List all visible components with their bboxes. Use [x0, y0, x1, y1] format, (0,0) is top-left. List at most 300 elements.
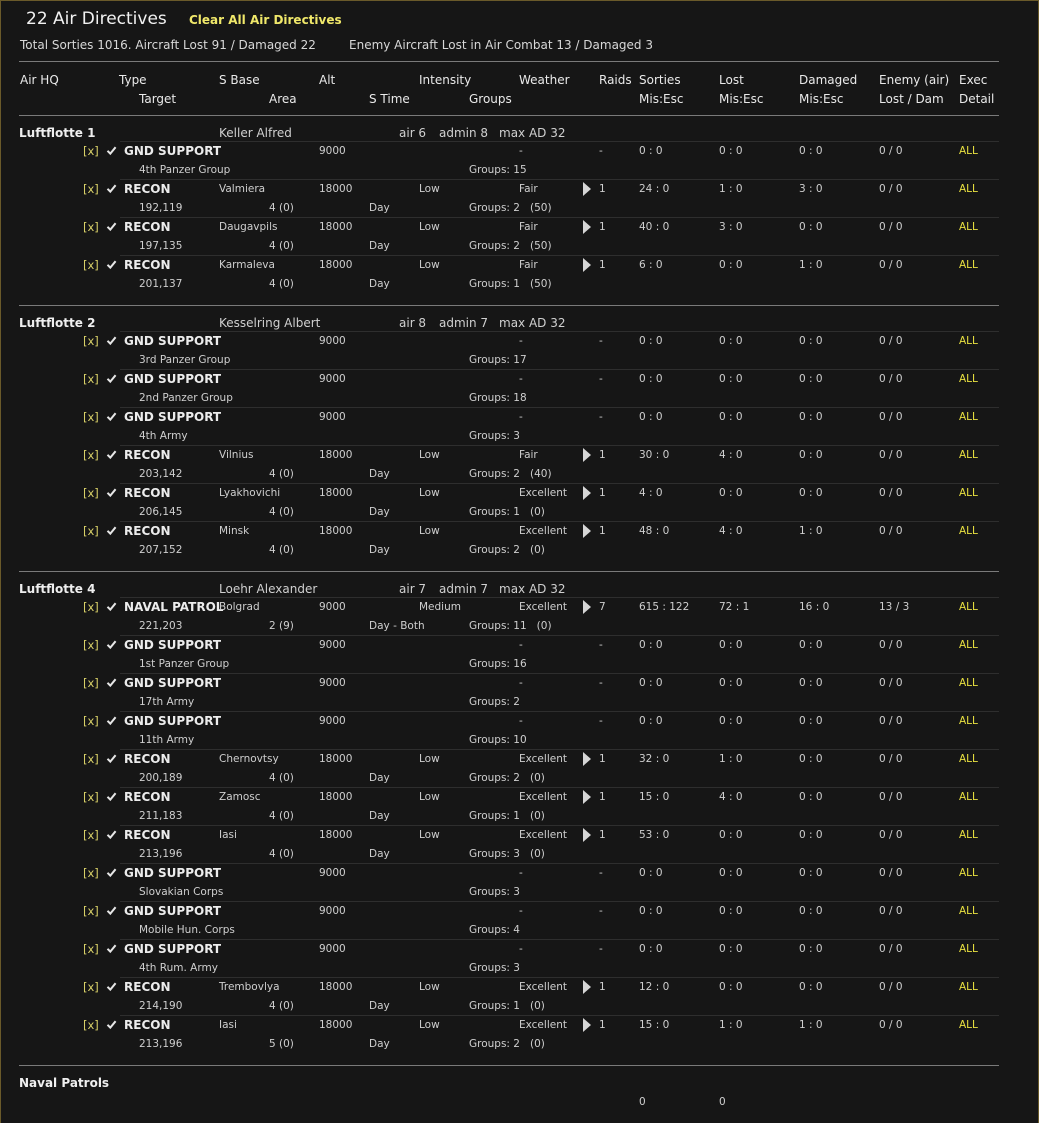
cancel-directive-button[interactable]: [x] — [83, 790, 99, 804]
exec-all-link[interactable]: ALL — [959, 981, 978, 993]
enemy-lost-dam: 0 / 0 — [879, 525, 903, 537]
lost-mis-esc: 4 : 0 — [719, 449, 743, 461]
header-top-rule — [19, 61, 999, 62]
enemy-lost-dam: 0 / 0 — [879, 221, 903, 233]
cancel-directive-button[interactable]: [x] — [83, 220, 99, 234]
raids: 7 — [599, 601, 606, 613]
hq-admin-rating: admin 8 — [439, 126, 489, 140]
weather: Fair — [519, 449, 538, 461]
hq-commander: Kesselring Albert — [219, 316, 321, 330]
execute-play-icon[interactable] — [582, 789, 591, 803]
enabled-checkbox[interactable] — [106, 639, 117, 650]
staging-base: Daugavpils — [219, 221, 278, 233]
area: 5 (0) — [269, 1038, 294, 1050]
area: 4 (0) — [269, 544, 294, 556]
col-header-enemy-air: Enemy (air) — [879, 73, 950, 87]
lost-mis-esc: 0 : 0 — [719, 677, 743, 689]
hq-commander: Keller Alfred — [219, 126, 292, 140]
damaged-mis-esc: 0 : 0 — [799, 943, 823, 955]
raids: - — [599, 639, 603, 651]
col-header-type: Type — [119, 73, 147, 87]
directive-type[interactable]: GND SUPPORT — [124, 638, 222, 652]
target[interactable]: 206,145 — [139, 506, 183, 518]
sorties-mis-esc: 0 : 0 — [639, 411, 663, 423]
col-header-lost-mis-esc: Mis:Esc — [719, 92, 764, 106]
execute-play-icon[interactable] — [582, 827, 591, 841]
groups: Groups: 10 — [469, 734, 527, 746]
target[interactable]: 1st Panzer Group — [139, 658, 230, 670]
directive-type[interactable]: GND SUPPORT — [124, 676, 222, 690]
directive-type[interactable]: RECON — [124, 258, 171, 272]
target[interactable]: 3rd Panzer Group — [139, 354, 231, 366]
hq-max-ad: max AD 32 — [499, 126, 566, 140]
raids: 1 — [599, 753, 606, 765]
staging-base: Iasi — [219, 1019, 237, 1031]
enabled-checkbox[interactable] — [106, 905, 117, 916]
damaged-mis-esc: 0 : 0 — [799, 981, 823, 993]
strike-time: Day — [369, 240, 390, 252]
weather: - — [519, 905, 523, 917]
row-separator — [120, 331, 999, 332]
altitude[interactable]: 9000 — [319, 867, 346, 879]
enabled-checkbox[interactable] — [106, 867, 117, 878]
groups: Groups: 2 (0) — [469, 1038, 545, 1050]
altitude[interactable]: 9000 — [319, 335, 346, 347]
altitude[interactable]: 18000 — [319, 487, 353, 499]
exec-all-link[interactable]: ALL — [959, 867, 978, 879]
sorties-mis-esc: 30 : 0 — [639, 449, 670, 461]
enabled-checkbox[interactable] — [106, 145, 117, 156]
exec-all-link[interactable]: ALL — [959, 411, 978, 423]
target[interactable]: 203,142 — [139, 468, 183, 480]
area: 4 (0) — [269, 848, 294, 860]
air-hq-name[interactable]: Luftflotte 4 — [19, 582, 96, 596]
target[interactable]: 197,135 — [139, 240, 183, 252]
directive-type[interactable]: GND SUPPORT — [124, 714, 222, 728]
raids: - — [599, 373, 603, 385]
intensity[interactable]: Low — [419, 791, 440, 803]
altitude[interactable]: 9000 — [319, 373, 346, 385]
directive-type[interactable]: GND SUPPORT — [124, 904, 222, 918]
intensity[interactable]: Low — [419, 1019, 440, 1031]
raids: - — [599, 335, 603, 347]
col-header-s-time: S Time — [369, 92, 410, 106]
cancel-directive-button[interactable]: [x] — [83, 600, 99, 614]
cancel-directive-button[interactable]: [x] — [83, 638, 99, 652]
exec-all-link[interactable]: ALL — [959, 601, 978, 613]
execute-play-icon[interactable] — [582, 523, 591, 537]
enabled-checkbox[interactable] — [106, 601, 117, 612]
col-header-weather: Weather — [519, 73, 570, 87]
directive-type[interactable]: NAVAL PATROL — [124, 600, 224, 614]
row-separator — [120, 825, 999, 826]
altitude[interactable]: 18000 — [319, 829, 353, 841]
clear-all-directives-button[interactable]: Clear All Air Directives — [189, 13, 342, 27]
target[interactable]: 214,190 — [139, 1000, 183, 1012]
col-header-raids: Raids — [599, 73, 632, 87]
raids: 1 — [599, 221, 606, 233]
hq-air-rating: air 6 — [399, 126, 427, 140]
staging-base: Minsk — [219, 525, 250, 537]
altitude[interactable]: 9000 — [319, 411, 346, 423]
exec-all-link[interactable]: ALL — [959, 943, 978, 955]
damaged-mis-esc: 0 : 0 — [799, 791, 823, 803]
target[interactable]: 4th Army — [139, 430, 188, 442]
window-title: 22 Air Directives — [26, 9, 167, 29]
enabled-checkbox[interactable] — [106, 259, 117, 270]
col-header-groups: Groups — [469, 92, 512, 106]
directive-type[interactable]: GND SUPPORT — [124, 942, 222, 956]
execute-play-icon[interactable] — [582, 257, 591, 271]
area: 4 (0) — [269, 240, 294, 252]
execute-play-icon[interactable] — [582, 979, 591, 993]
target[interactable]: 207,152 — [139, 544, 183, 556]
altitude[interactable]: 9000 — [319, 601, 346, 613]
cancel-directive-button[interactable]: [x] — [83, 866, 99, 880]
staging-base: Lyakhovichi — [219, 487, 281, 499]
raids: - — [599, 943, 603, 955]
execute-play-icon[interactable] — [582, 751, 591, 765]
weather: Excellent — [519, 525, 567, 537]
cancel-directive-button[interactable]: [x] — [83, 372, 99, 386]
sorties-mis-esc: 0 : 0 — [639, 715, 663, 727]
target[interactable]: 17th Army — [139, 696, 195, 708]
row-separator — [120, 521, 999, 522]
row-separator — [120, 901, 999, 902]
damaged-mis-esc: 0 : 0 — [799, 677, 823, 689]
cancel-directive-button[interactable]: [x] — [83, 676, 99, 690]
raids: 1 — [599, 981, 606, 993]
intensity[interactable]: Medium — [419, 601, 461, 613]
directive-type[interactable]: RECON — [124, 486, 171, 500]
hq-max-ad: max AD 32 — [499, 316, 566, 330]
enemy-lost-dam: 0 / 0 — [879, 753, 903, 765]
damaged-mis-esc: 0 : 0 — [799, 753, 823, 765]
weather: - — [519, 411, 523, 423]
strike-time: Day — [369, 1038, 390, 1050]
raids: - — [599, 145, 603, 157]
row-separator — [120, 369, 999, 370]
lost-mis-esc: 1 : 0 — [719, 183, 743, 195]
damaged-mis-esc: 0 : 0 — [799, 373, 823, 385]
exec-all-link[interactable]: ALL — [959, 1019, 978, 1031]
cancel-directive-button[interactable]: [x] — [83, 182, 99, 196]
directive-type[interactable]: RECON — [124, 1018, 171, 1032]
enabled-checkbox[interactable] — [106, 791, 117, 802]
intensity[interactable]: Low — [419, 487, 440, 499]
exec-all-link[interactable]: ALL — [959, 753, 978, 765]
groups: Groups: 17 — [469, 354, 527, 366]
target[interactable]: 213,196 — [139, 1038, 183, 1050]
damaged-mis-esc: 1 : 0 — [799, 259, 823, 271]
exec-all-link[interactable]: ALL — [959, 677, 978, 689]
directive-type[interactable]: RECON — [124, 220, 171, 234]
cancel-directive-button[interactable]: [x] — [83, 486, 99, 500]
damaged-mis-esc: 0 : 0 — [799, 715, 823, 727]
cancel-directive-button[interactable]: [x] — [83, 752, 99, 766]
weather: Excellent — [519, 829, 567, 841]
target[interactable]: 201,137 — [139, 278, 183, 290]
exec-all-link[interactable]: ALL — [959, 183, 978, 195]
altitude[interactable]: 18000 — [319, 449, 353, 461]
execute-play-icon[interactable] — [582, 485, 591, 499]
target[interactable]: 192,119 — [139, 202, 183, 214]
target[interactable]: 4th Rum. Army — [139, 962, 218, 974]
cancel-directive-button[interactable]: [x] — [83, 524, 99, 538]
enemy-lost-dam: 0 / 0 — [879, 905, 903, 917]
exec-all-link[interactable]: ALL — [959, 791, 978, 803]
strike-time: Day — [369, 544, 390, 556]
air-hq-name[interactable]: Luftflotte 2 — [19, 316, 96, 330]
altitude[interactable]: 18000 — [319, 1019, 353, 1031]
groups: Groups: 11 (0) — [469, 620, 552, 632]
strike-time: Day — [369, 278, 390, 290]
directive-type[interactable]: GND SUPPORT — [124, 372, 222, 386]
intensity[interactable]: Low — [419, 221, 440, 233]
cancel-directive-button[interactable]: [x] — [83, 448, 99, 462]
lost-mis-esc: 1 : 0 — [719, 1019, 743, 1031]
groups: Groups: 18 — [469, 392, 527, 404]
sorties-mis-esc: 32 : 0 — [639, 753, 670, 765]
raids: 1 — [599, 449, 606, 461]
intensity[interactable]: Low — [419, 829, 440, 841]
enabled-checkbox[interactable] — [106, 943, 117, 954]
strike-time: Day — [369, 506, 390, 518]
target[interactable]: 200,189 — [139, 772, 183, 784]
cancel-directive-button[interactable]: [x] — [83, 410, 99, 424]
cancel-directive-button[interactable]: [x] — [83, 714, 99, 728]
directive-type[interactable]: RECON — [124, 524, 171, 538]
weather: - — [519, 335, 523, 347]
directive-type[interactable]: GND SUPPORT — [124, 866, 222, 880]
row-separator — [120, 635, 999, 636]
weather: Excellent — [519, 487, 567, 499]
section-divider — [19, 305, 999, 306]
intensity[interactable]: Low — [419, 183, 440, 195]
staging-base: Zamosc — [219, 791, 261, 803]
row-separator — [120, 445, 999, 446]
cancel-directive-button[interactable]: [x] — [83, 980, 99, 994]
groups: Groups: 3 — [469, 430, 520, 442]
groups: Groups: 2 (0) — [469, 544, 545, 556]
directive-type[interactable]: RECON — [124, 448, 171, 462]
enabled-checkbox[interactable] — [106, 981, 117, 992]
enemy-lost-dam: 0 / 0 — [879, 715, 903, 727]
groups: Groups: 2 (40) — [469, 468, 552, 480]
weather: Excellent — [519, 981, 567, 993]
target[interactable]: Mobile Hun. Corps — [139, 924, 235, 936]
intensity[interactable]: Low — [419, 449, 440, 461]
sorties-mis-esc: 0 : 0 — [639, 867, 663, 879]
altitude[interactable]: 9000 — [319, 905, 346, 917]
weather: Excellent — [519, 753, 567, 765]
naval-patrols-title: Naval Patrols — [19, 1076, 110, 1090]
intensity[interactable]: Low — [419, 259, 440, 271]
target[interactable]: 213,196 — [139, 848, 183, 860]
exec-all-link[interactable]: ALL — [959, 373, 978, 385]
target[interactable]: 2nd Panzer Group — [139, 392, 233, 404]
altitude[interactable]: 9000 — [319, 943, 346, 955]
altitude[interactable]: 18000 — [319, 221, 353, 233]
cancel-directive-button[interactable]: [x] — [83, 904, 99, 918]
cancel-directive-button[interactable]: [x] — [83, 258, 99, 272]
enabled-checkbox[interactable] — [106, 677, 117, 688]
damaged-mis-esc: 0 : 0 — [799, 867, 823, 879]
enabled-checkbox[interactable] — [106, 753, 117, 764]
exec-all-link[interactable]: ALL — [959, 487, 978, 499]
altitude[interactable]: 18000 — [319, 981, 353, 993]
raids: - — [599, 715, 603, 727]
altitude[interactable]: 9000 — [319, 639, 346, 651]
target[interactable]: 11th Army — [139, 734, 195, 746]
hq-admin-rating: admin 7 — [439, 316, 489, 330]
exec-all-link[interactable]: ALL — [959, 905, 978, 917]
weather: - — [519, 943, 523, 955]
enemy-lost-dam: 0 / 0 — [879, 411, 903, 423]
directive-type[interactable]: GND SUPPORT — [124, 144, 222, 158]
exec-all-link[interactable]: ALL — [959, 829, 978, 841]
staging-base: Iasi — [219, 829, 237, 841]
enabled-checkbox[interactable] — [106, 373, 117, 384]
enabled-checkbox[interactable] — [106, 525, 117, 536]
target[interactable]: Slovakian Corps — [139, 886, 224, 898]
exec-all-link[interactable]: ALL — [959, 221, 978, 233]
execute-play-icon[interactable] — [582, 1017, 591, 1031]
enabled-checkbox[interactable] — [106, 183, 117, 194]
target[interactable]: 221,203 — [139, 620, 183, 632]
row-separator — [120, 863, 999, 864]
altitude[interactable]: 18000 — [319, 753, 353, 765]
row-separator — [120, 255, 999, 256]
execute-play-icon[interactable] — [582, 219, 591, 233]
directive-type[interactable]: RECON — [124, 980, 171, 994]
altitude[interactable]: 9000 — [319, 145, 346, 157]
col-header-target: Target — [139, 92, 177, 106]
area: 4 (0) — [269, 202, 294, 214]
staging-base: Vilnius — [219, 449, 254, 461]
hq-air-rating: air 7 — [399, 582, 427, 596]
execute-play-icon[interactable] — [582, 447, 591, 461]
cancel-directive-button[interactable]: [x] — [83, 828, 99, 842]
row-separator — [120, 483, 999, 484]
sorties-mis-esc: 0 : 0 — [639, 639, 663, 651]
exec-all-link[interactable]: ALL — [959, 525, 978, 537]
execute-play-icon[interactable] — [582, 181, 591, 195]
lost-mis-esc: 1 : 0 — [719, 753, 743, 765]
groups: Groups: 15 — [469, 164, 527, 176]
exec-all-link[interactable]: ALL — [959, 639, 978, 651]
lost-mis-esc: 0 : 0 — [719, 981, 743, 993]
air-hq-name[interactable]: Luftflotte 1 — [19, 126, 96, 140]
damaged-mis-esc: 0 : 0 — [799, 487, 823, 499]
cancel-directive-button[interactable]: [x] — [83, 144, 99, 158]
enemy-lost-dam: 0 / 0 — [879, 183, 903, 195]
sorties-mis-esc: 0 : 0 — [639, 677, 663, 689]
area: 2 (9) — [269, 620, 294, 632]
enabled-checkbox[interactable] — [106, 449, 117, 460]
exec-all-link[interactable]: ALL — [959, 145, 978, 157]
exec-all-link[interactable]: ALL — [959, 335, 978, 347]
directive-type[interactable]: RECON — [124, 828, 171, 842]
staging-base: Chernovtsy — [219, 753, 279, 765]
enemy-lost-dam: 0 / 0 — [879, 943, 903, 955]
directive-type[interactable]: RECON — [124, 752, 171, 766]
enabled-checkbox[interactable] — [106, 715, 117, 726]
intensity[interactable]: Low — [419, 981, 440, 993]
exec-all-link[interactable]: ALL — [959, 449, 978, 461]
sorties-mis-esc: 15 : 0 — [639, 1019, 670, 1031]
row-separator — [120, 217, 999, 218]
strike-time: Day — [369, 772, 390, 784]
directive-type[interactable]: GND SUPPORT — [124, 410, 222, 424]
exec-all-link[interactable]: ALL — [959, 715, 978, 727]
enemy-lost-dam: 0 / 0 — [879, 677, 903, 689]
altitude[interactable]: 9000 — [319, 677, 346, 689]
intensity[interactable]: Low — [419, 753, 440, 765]
sorties-mis-esc: 48 : 0 — [639, 525, 670, 537]
lost-mis-esc: 0 : 0 — [719, 715, 743, 727]
altitude[interactable]: 18000 — [319, 525, 353, 537]
enabled-checkbox[interactable] — [106, 487, 117, 498]
weather: - — [519, 715, 523, 727]
raids: - — [599, 677, 603, 689]
altitude[interactable]: 18000 — [319, 791, 353, 803]
enabled-checkbox[interactable] — [106, 1019, 117, 1030]
weather: Fair — [519, 259, 538, 271]
enabled-checkbox[interactable] — [106, 221, 117, 232]
damaged-mis-esc: 1 : 0 — [799, 525, 823, 537]
damaged-mis-esc: 16 : 0 — [799, 601, 830, 613]
col-header-lost: Lost — [719, 73, 744, 87]
lost-mis-esc: 0 : 0 — [719, 943, 743, 955]
enabled-checkbox[interactable] — [106, 829, 117, 840]
altitude[interactable]: 9000 — [319, 715, 346, 727]
intensity[interactable]: Low — [419, 525, 440, 537]
enabled-checkbox[interactable] — [106, 411, 117, 422]
staging-base: Trembovlya — [219, 981, 280, 993]
directive-type[interactable]: RECON — [124, 790, 171, 804]
col-header-damaged-mis-esc: Mis:Esc — [799, 92, 844, 106]
cancel-directive-button[interactable]: [x] — [83, 942, 99, 956]
row-separator — [120, 673, 999, 674]
target[interactable]: 4th Panzer Group — [139, 164, 231, 176]
directive-type[interactable]: RECON — [124, 182, 171, 196]
altitude[interactable]: 18000 — [319, 183, 353, 195]
damaged-mis-esc: 0 : 0 — [799, 639, 823, 651]
sorties-mis-esc: 0 : 0 — [639, 905, 663, 917]
hq-max-ad: max AD 32 — [499, 582, 566, 596]
lost-mis-esc: 4 : 0 — [719, 525, 743, 537]
raids: 1 — [599, 525, 606, 537]
damaged-mis-esc: 0 : 0 — [799, 829, 823, 841]
raids: - — [599, 411, 603, 423]
enemy-summary: Enemy Aircraft Lost in Air Combat 13 / Damaged 3 — [349, 38, 653, 52]
groups: Groups: 2 (50) — [469, 240, 552, 252]
strike-time: Day — [369, 202, 390, 214]
target[interactable]: 211,183 — [139, 810, 183, 822]
cancel-directive-button[interactable]: [x] — [83, 1018, 99, 1032]
groups: Groups: 1 (0) — [469, 1000, 545, 1012]
area: 4 (0) — [269, 772, 294, 784]
altitude[interactable]: 18000 — [319, 259, 353, 271]
directive-type[interactable]: GND SUPPORT — [124, 334, 222, 348]
enabled-checkbox[interactable] — [106, 335, 117, 346]
enemy-lost-dam: 0 / 0 — [879, 487, 903, 499]
cancel-directive-button[interactable]: [x] — [83, 334, 99, 348]
exec-all-link[interactable]: ALL — [959, 259, 978, 271]
raids: - — [599, 905, 603, 917]
execute-play-icon[interactable] — [582, 599, 591, 613]
